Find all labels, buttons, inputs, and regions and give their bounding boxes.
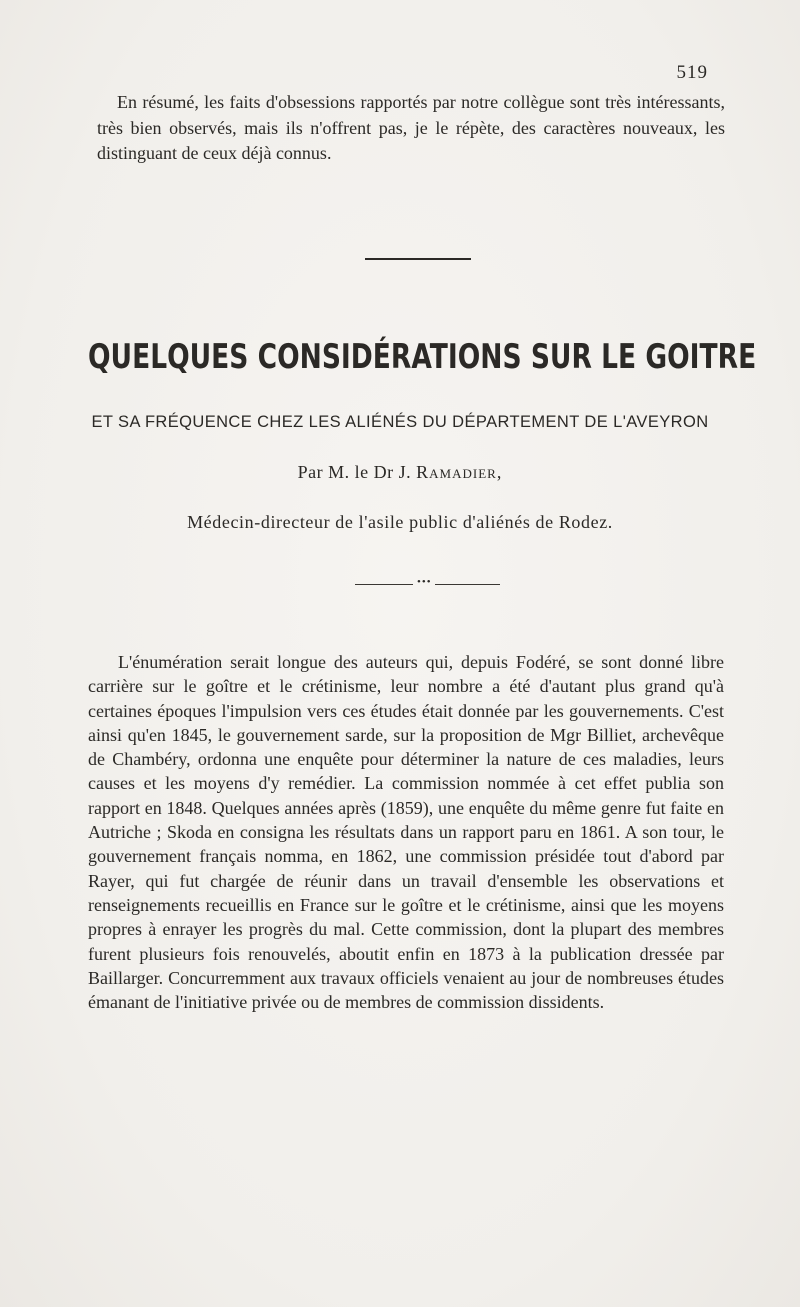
byline-prefix: Par M. le Dr J.: [297, 462, 412, 482]
article-title: QUELQUES CONSIDÉRATIONS SUR LE GOITRE: [88, 337, 757, 377]
author-name: Ramadier,: [416, 462, 503, 482]
ornament-line-left: [355, 584, 413, 585]
ornament-line-right: [435, 584, 500, 585]
intro-paragraph: [97, 90, 725, 167]
intro-paragraph-text: En résumé, les faits d'obsessions rapportés par notre collègue sont très intéressants, très bien observés, mais ils n'offrent pas, je le répète, des caractères nouveaux, les distinguant de ceux déjà connus.: [97, 92, 725, 163]
body-paragraph: [88, 650, 724, 1014]
body-paragraph-text: L'énumération serait longue des auteurs qui, depuis Fodéré, se sont donné libre carrière sur le goître et le crétinisme, leur nombre a été d'autant plus grand qu'à certaines époques l'impulsion vers ces études était donnée par les gouvernements. C'est ainsi qu'en 1845, le gouvernement sarde, sur la proposition de Mgr Billiet, archevêque de Chambéry, ordonna une enquête pour déterminer la nature de ces maladies, leurs causes et les moyens d'y remédier. La commission nommée à cet effet publia son rapport en 1848. Quelques années après (1859), une enquête du même genre fut faite en Autriche ; Skoda en consigna les résultats dans un rapport paru en 1861. A son tour, le gouvernement français nomma, en 1862, une commission présidée tout d'abord par Rayer, qui fut chargée de réunir dans un travail d'ensemble les observations et renseignements recueillis en France sur le goître et le crétinisme, ainsi que les moyens propres à enrayer les progrès du mal. Cette commission, dont la plupart des membres furent plusieurs fois renouvelés, aboutit enfin en 1873 à la publication dressée par Baillarger. Concurremment aux travaux officiels venaient au jour de nombreuses études émanant de l'initiative privée ou de membres de commission dissidents.: [88, 652, 724, 1013]
author-affiliation: Médecin-directeur de l'asile public d'aliénés de Rodez.: [187, 512, 613, 532]
ornament-glyph: •••: [417, 576, 432, 588]
byline: [0, 462, 800, 483]
ornamental-divider: [355, 578, 500, 590]
section-divider: [365, 258, 471, 260]
page-number: 519: [676, 62, 708, 83]
article-subtitle: ET SA FRÉQUENCE CHEZ LES ALIÉNÉS DU DÉPARTEMENT DE L'AVEYRON: [91, 413, 709, 431]
